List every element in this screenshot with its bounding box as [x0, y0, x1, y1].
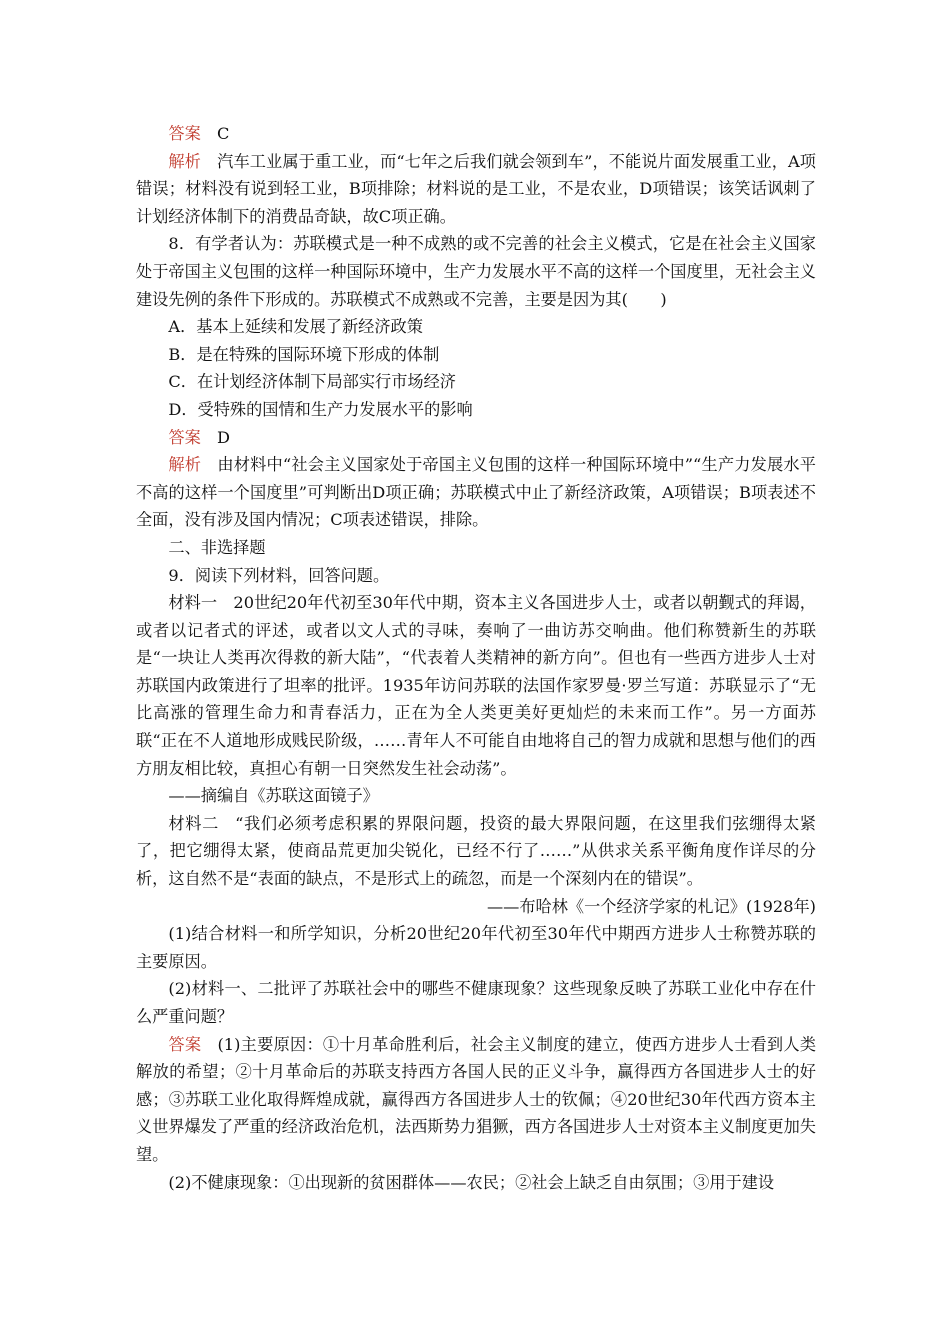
analysis-label: 解析	[168, 455, 202, 475]
q7-answer-value: C	[216, 124, 230, 143]
q9-answer2: (2)不健康现象：①出现新的贫困群体——农民；②社会上缺乏自由氛围；③用于建设	[168, 1172, 775, 1192]
q9-question1: (1)结合材料一和所学知识，分析20世纪20年代初至30年代中期西方进步人士称赞苏联的主要原因。	[136, 924, 816, 971]
q9-material1-source: ——摘编自《苏联这面镜子》	[168, 786, 379, 806]
material2-text: “我们必须考虑积累的界限问题，投资的最大界限问题，在这里我们弦绷得太紧了，把它绷得太紧，使商品荒更加尖锐化，已经不行了……”从供求关系平衡角度作详尽的分析，这自然不是“表面的缺点，不是形式上的疏忽，而是一个深刻内在的错误”。	[136, 813, 816, 889]
q8-option-d: D．受特殊的国情和生产力发展水平的影响	[168, 399, 473, 419]
q7-analysis-text: 汽车工业属于重工业，而“七年之后我们就会领到车”，不能说片面发展重工业，A项错误；材料没有说到轻工业，B项排除；材料说的是工业，不是农业，D项错误；该笑话讽刺了计划经济体制下的消费品奇缺，故C项正确。	[136, 151, 816, 226]
analysis-label: 解析	[168, 151, 201, 171]
material2-label: 材料二	[168, 813, 219, 833]
material1-text: 20世纪20年代初至30年代中期，资本主义各国进步人士，或者以朝觐式的拜谒，或者以记者式的评述，或者以文人式的寻味，奏响了一曲访苏交响曲。他们称赞新生的苏联是“一块让人类再次得救的新大陆”，“代表着人类精神的新方向”。但也有一些西方进步人士对苏联国内政策进行了坦率的批评。1935年访问苏联的法国作家罗曼·罗兰写道：苏联显示了“无比高涨的管理生命力和青春活力，正在为全人类更美好更灿烂的未来而工作”。另一方面苏联“正在不人道地形成贱民阶级，……青年人不可能自由地将自己的智力成就和思想与他们的西方朋友相比较，真担心有朝一日突然发生社会动荡”。	[136, 593, 816, 778]
q9-stem: 9．阅读下列材料，回答问题。	[168, 565, 390, 585]
q9-material2-source: ——布哈林《一个经济学家的札记》(1928年)	[486, 896, 816, 916]
answer-label: 答案	[168, 124, 201, 143]
document-page	[136, 120, 816, 1196]
q9-question2: (2)材料一、二批评了苏联社会中的哪些不健康现象？这些现象反映了苏联工业化中存在什么严重问题？	[136, 979, 816, 1026]
answer-label: 答案	[168, 427, 201, 447]
q8-answer-line	[136, 424, 816, 452]
answer-label: 答案	[168, 1034, 202, 1054]
q8-analysis	[136, 451, 816, 534]
section-title: 二、非选择题	[168, 537, 266, 557]
q8-analysis-text: 由材料中“社会主义国家处于帝国主义包围的这样一种国际环境中”“生产力发展水平不高的这样一个国度里”可判断出D项正确；苏联模式中止了新经济政策，A项错误；B项表述不全面，没有涉及国内情况；C项表述错误，排除。	[136, 455, 816, 530]
q9-answer1-text: (1)主要原因：①十月革命胜利后，社会主义制度的建立，使西方进步人士看到人类解放的希望；②十月革命后的苏联支持西方各国人民的正义斗争，赢得西方各国进步人士的好感；③苏联工业化取得辉煌成就，赢得西方各国进步人士的钦佩；④20世纪30年代西方资本主义世界爆发了严重的经济政治危机，法西斯势力猖獗，西方各国进步人士对资本主义制度更加失望。	[136, 1034, 817, 1164]
q7-answer-line	[136, 120, 816, 148]
q7-analysis	[136, 148, 816, 231]
q8-option-c: C．在计划经济体制下局部实行市场经济	[168, 372, 456, 392]
q8-option-a: A．基本上延续和发展了新经济政策	[168, 317, 423, 337]
q9-answer1	[136, 1031, 816, 1169]
q8-stem: 8．有学者认为：苏联模式是一种不成熟的或不完善的社会主义模式，它是在社会主义国家处于帝国主义包围的这样一种国际环境中，生产力发展水平不高的这样一个国度里，无社会主义建设先例的条件下形成的。苏联模式不成熟或不完善，主要是因为其( )	[136, 234, 816, 309]
q8-answer-value: D	[216, 427, 230, 447]
q8-option-b: B．是在特殊的国际环境下形成的体制	[168, 344, 440, 364]
q9-material2	[136, 810, 816, 893]
material1-label: 材料一	[168, 593, 218, 613]
q9-material1	[136, 589, 816, 782]
